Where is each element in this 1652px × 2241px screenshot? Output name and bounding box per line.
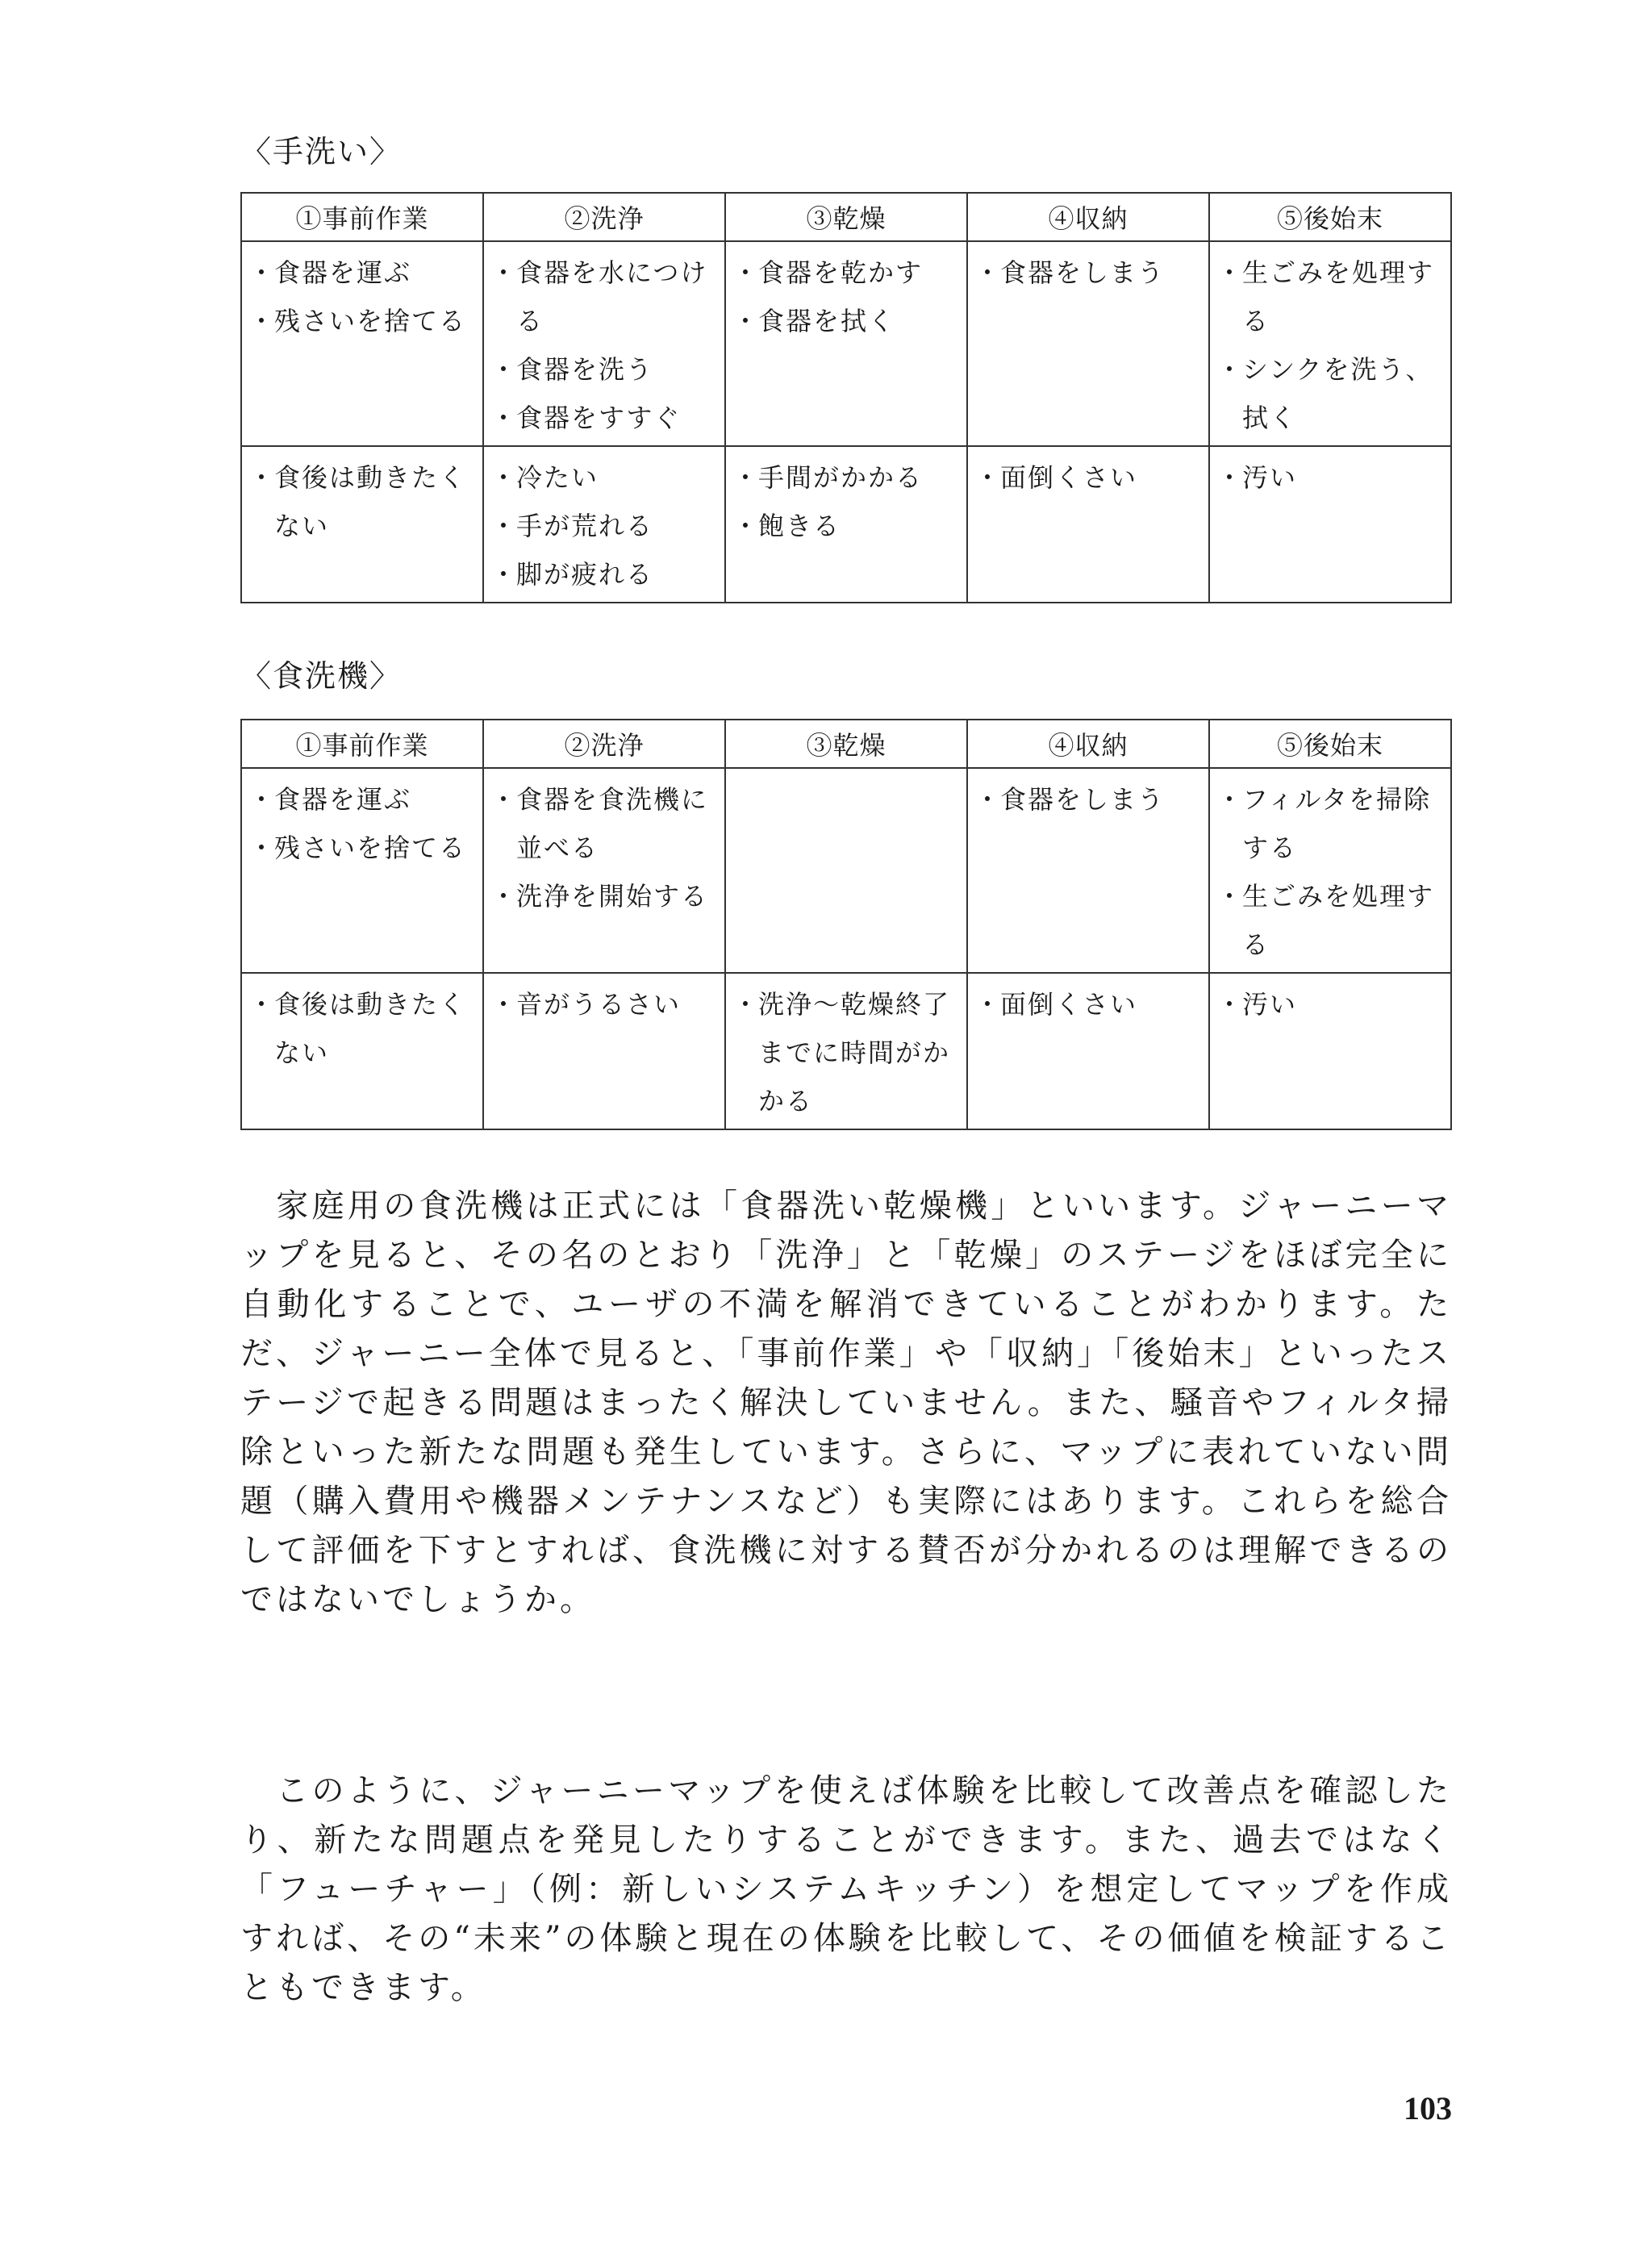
action-item: ・ フィルタを掃除する: [1216, 775, 1444, 872]
action-cell: [1209, 241, 1451, 446]
stage-header: ⑤後始末: [1209, 193, 1451, 241]
pain-cell: [967, 446, 1209, 603]
stage-header-row: [241, 720, 1451, 768]
body-paragraph: 家庭用の食洗機は正式には「食器洗い乾燥機」といいます。ジャーニーマップを見ると、その名のとおり「洗浄」と「乾燥」のステージをほぼ完全に自動化することで、ユーザの不満を解消できていることがわかります。ただ、ジャーニー全体で見ると、「事前作業」や「収納」「後始末」といったステージで起きる問題はまったく解決していません。また、騒音やフィルタ掃除といった新たな問題も発生しています。さらに、マップに表れていない問題（購入費用や機器メンテナンスなど）も実際にはあります。これらを総合して評価を下すとすれば、食洗機に対する賛否が分かれるのは理解できるのではないでしょうか。: [240, 1187, 1452, 1618]
action-item: ・ 洗浄を開始する: [490, 872, 718, 920]
action-item: ・ 食器をしまう: [974, 775, 1202, 824]
action-item: ・ 食器を拭く: [732, 297, 960, 345]
pain-row: [241, 973, 1451, 1129]
pain-cell: [725, 446, 967, 603]
action-row: [241, 768, 1451, 973]
pain-item: ・ 汚い: [1216, 453, 1444, 502]
body-paragraph: このように、ジャーニーマップを使えば体験を比較して改善点を確認したり、新たな問題点を発見したりすることができます。また、過去ではなく「フューチャー」（例：新しいシステムキッチン）を想定してマップを作成すれば、その“未来”の体験と現在の体験を比較して、その価値を検証することもできます。: [240, 1772, 1452, 2006]
pain-cell: [483, 973, 725, 1129]
action-item: ・ 残さいを捨てる: [248, 297, 476, 345]
pain-cell: [967, 973, 1209, 1129]
stage-header: ①事前作業: [241, 720, 483, 768]
pain-item: ・ 面倒くさい: [974, 980, 1202, 1029]
action-cell: [725, 241, 967, 446]
pain-item: ・ 面倒くさい: [974, 453, 1202, 502]
section-heading-handwash: 〈手洗い〉: [240, 134, 403, 169]
stage-header: ④収納: [967, 720, 1209, 768]
action-item: ・ 食器を食洗機に並べる: [490, 775, 718, 872]
action-item: ・ 生ごみを処理する: [1216, 248, 1444, 345]
pain-item: ・ 手間がかかる: [732, 453, 960, 502]
action-cell-empty: [725, 768, 967, 973]
stage-header: ①事前作業: [241, 193, 483, 241]
pain-cell: [241, 973, 483, 1129]
stage-header-row: [241, 193, 1451, 241]
pain-cell: [483, 446, 725, 603]
journey-map-table-handwash: [240, 192, 1452, 603]
page-number: 103: [1404, 2090, 1452, 2126]
action-item: ・ 残さいを捨てる: [248, 824, 476, 872]
action-cell: [241, 241, 483, 446]
stage-header: ②洗浄: [483, 193, 725, 241]
action-item: ・ 食器を乾かす: [732, 248, 960, 297]
stage-header: ④収納: [967, 193, 1209, 241]
action-item: ・ 食器をしまう: [974, 248, 1202, 297]
pain-item: ・ 飽きる: [732, 502, 960, 550]
pain-cell: [1209, 973, 1451, 1129]
action-item: ・ 食器を運ぶ: [248, 248, 476, 297]
stage-header: ②洗浄: [483, 720, 725, 768]
action-item: ・ 食器を運ぶ: [248, 775, 476, 824]
section-heading-dishwasher: 〈食洗機〉: [240, 658, 403, 694]
action-item: ・ 食器を水につける: [490, 248, 718, 345]
action-row: [241, 241, 1451, 446]
action-item: ・ 生ごみを処理する: [1216, 872, 1444, 969]
pain-item: ・ 音がうるさい: [490, 980, 718, 1029]
stage-header: ⑤後始末: [1209, 720, 1451, 768]
action-item: ・ 食器を洗う: [490, 345, 718, 394]
pain-item: ・ 手が荒れる: [490, 502, 718, 550]
pain-item: ・ 汚い: [1216, 980, 1444, 1029]
action-item: ・ 食器をすすぐ: [490, 394, 718, 442]
pain-item: ・ 洗浄〜乾燥終了までに時間がかかる: [732, 980, 960, 1125]
journey-map-table-dishwasher: [240, 719, 1452, 1130]
action-cell: [1209, 768, 1451, 973]
action-cell: [483, 768, 725, 973]
pain-cell: [1209, 446, 1451, 603]
stage-header: ③乾燥: [725, 193, 967, 241]
pain-item: ・ 食後は動きたくない: [248, 453, 476, 550]
action-item: ・ シンクを洗う、拭く: [1216, 345, 1444, 442]
action-cell: [483, 241, 725, 446]
pain-item: ・ 冷たい: [490, 453, 718, 502]
action-cell: [967, 768, 1209, 973]
pain-cell: [241, 446, 483, 603]
pain-item: ・ 脚が疲れる: [490, 550, 718, 599]
pain-item: ・ 食後は動きたくない: [248, 980, 476, 1077]
pain-row: [241, 446, 1451, 603]
action-cell: [241, 768, 483, 973]
stage-header: ③乾燥: [725, 720, 967, 768]
action-cell: [967, 241, 1209, 446]
pain-cell: [725, 973, 967, 1129]
